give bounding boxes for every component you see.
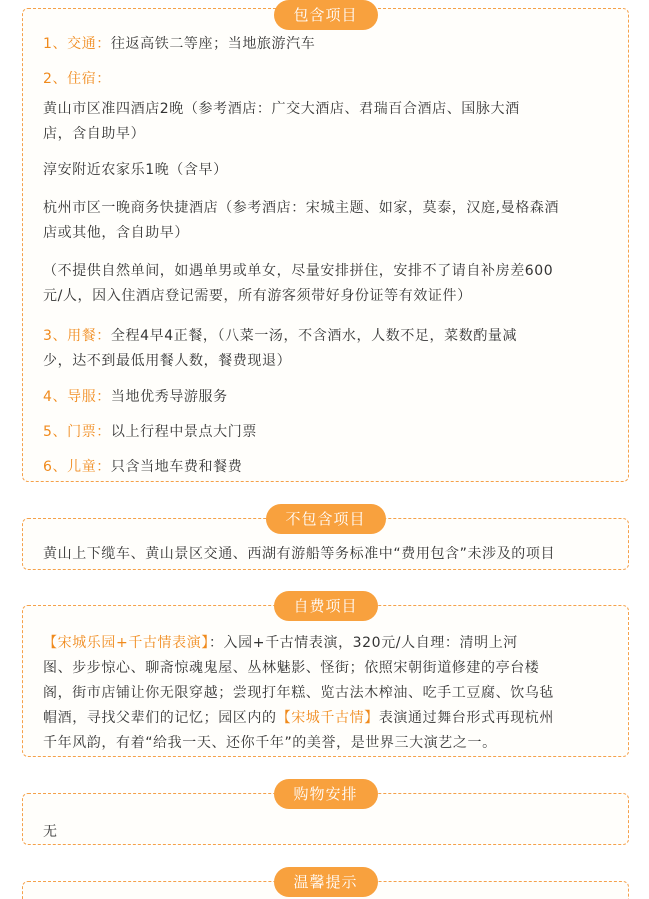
transport-text: 往返高铁二等座；当地旅游汽车 [110,36,316,52]
songcheng-park-highlight: 【宋城乐园+千古情表演】 [43,635,209,651]
shopping-section [22,785,629,845]
optional-text: 帽酒，寻找父辈们的记忆；园区内的 [43,710,277,726]
meals-row [43,324,608,349]
optional-line: 阁，街市店铺让你无限穿越；尝现打年糕、览古法木榨油、吃手工豆腐、饮乌毡 [43,685,554,701]
meals-text-cont: 少，达不到最低用餐人数，餐费现退） [43,353,292,369]
transport-row [43,32,608,57]
lodging-line: 店，含自助早） [43,126,146,142]
lodging-line: 黄山市区准四酒店2晚（参考酒店：广交大酒店、君瑞百合酒店、国脉大酒 [43,101,520,117]
tickets-text: 以上行程中景点大门票 [110,424,257,440]
meals-label: 3、用餐： [43,328,111,344]
optional-line: 千年风韵，有着“给我一天、还你千年”的美誉，是世界三大演艺之一。 [43,735,497,751]
lodging-line: 淳安附近农家乐1晚（含早） [43,162,228,178]
lodging-note: （不提供自然单间，如遇单男或单女，尽量安排拼住，安排不了请自补房差600 [43,263,554,279]
tickets-label: 5、门票： [43,424,111,440]
excluded-title: 不包含项目 [265,504,385,534]
optional-line [43,706,608,731]
optional-line: 图、步步惊心、聊斋惊魂鬼屋、丛林魅影、怪街；依照宋朝街道修建的亭台楼 [43,660,540,676]
shopping-text: 无 [43,824,58,840]
transport-label: 1、交通： [43,36,111,52]
children-label: 6、儿童： [43,459,111,475]
children-text: 只含当地车费和餐费 [110,459,243,475]
optional-text: ：入园+千古情表演，320元/人自理：清明上河 [208,635,518,651]
lodging-line: 杭州市区一晚商务快捷酒店（参考酒店：宋城主题、如家，莫泰，汉庭,曼格森酒 [43,200,560,216]
excluded-text: 黄山上下缆车、黄山景区交通、西湖有游船等务标准中“费用包含”未涉及的项目 [43,546,556,562]
guide-text: 当地优秀导游服务 [110,389,228,405]
songcheng-show-highlight: 【宋城千古情】 [276,710,379,726]
optional-text: 表演通过舞台形式再现杭州 [378,710,555,726]
excluded-section [22,510,629,570]
lodging-label: 2、住宿： [43,71,111,87]
children-row [43,455,608,480]
included-title: 包含项目 [273,0,377,30]
optional-line [43,631,608,656]
included-section [22,8,629,482]
shopping-title: 购物安排 [273,779,377,809]
optional-title: 自费项目 [273,591,377,621]
tips-title: 温馨提示 [273,867,377,897]
meals-text: 全程4早4正餐，（八菜一汤，不含酒水，人数不足，菜数酌量减 [110,328,518,344]
optional-section [22,597,629,757]
lodging-note: 元/人，因入住酒店登记需要，所有游客须带好身份证等有效证件） [43,288,472,304]
guide-row [43,385,608,410]
tickets-row [43,420,608,445]
tips-section [22,873,629,899]
guide-label: 4、导服： [43,389,111,405]
lodging-line: 店或其他，含自助早） [43,225,189,241]
